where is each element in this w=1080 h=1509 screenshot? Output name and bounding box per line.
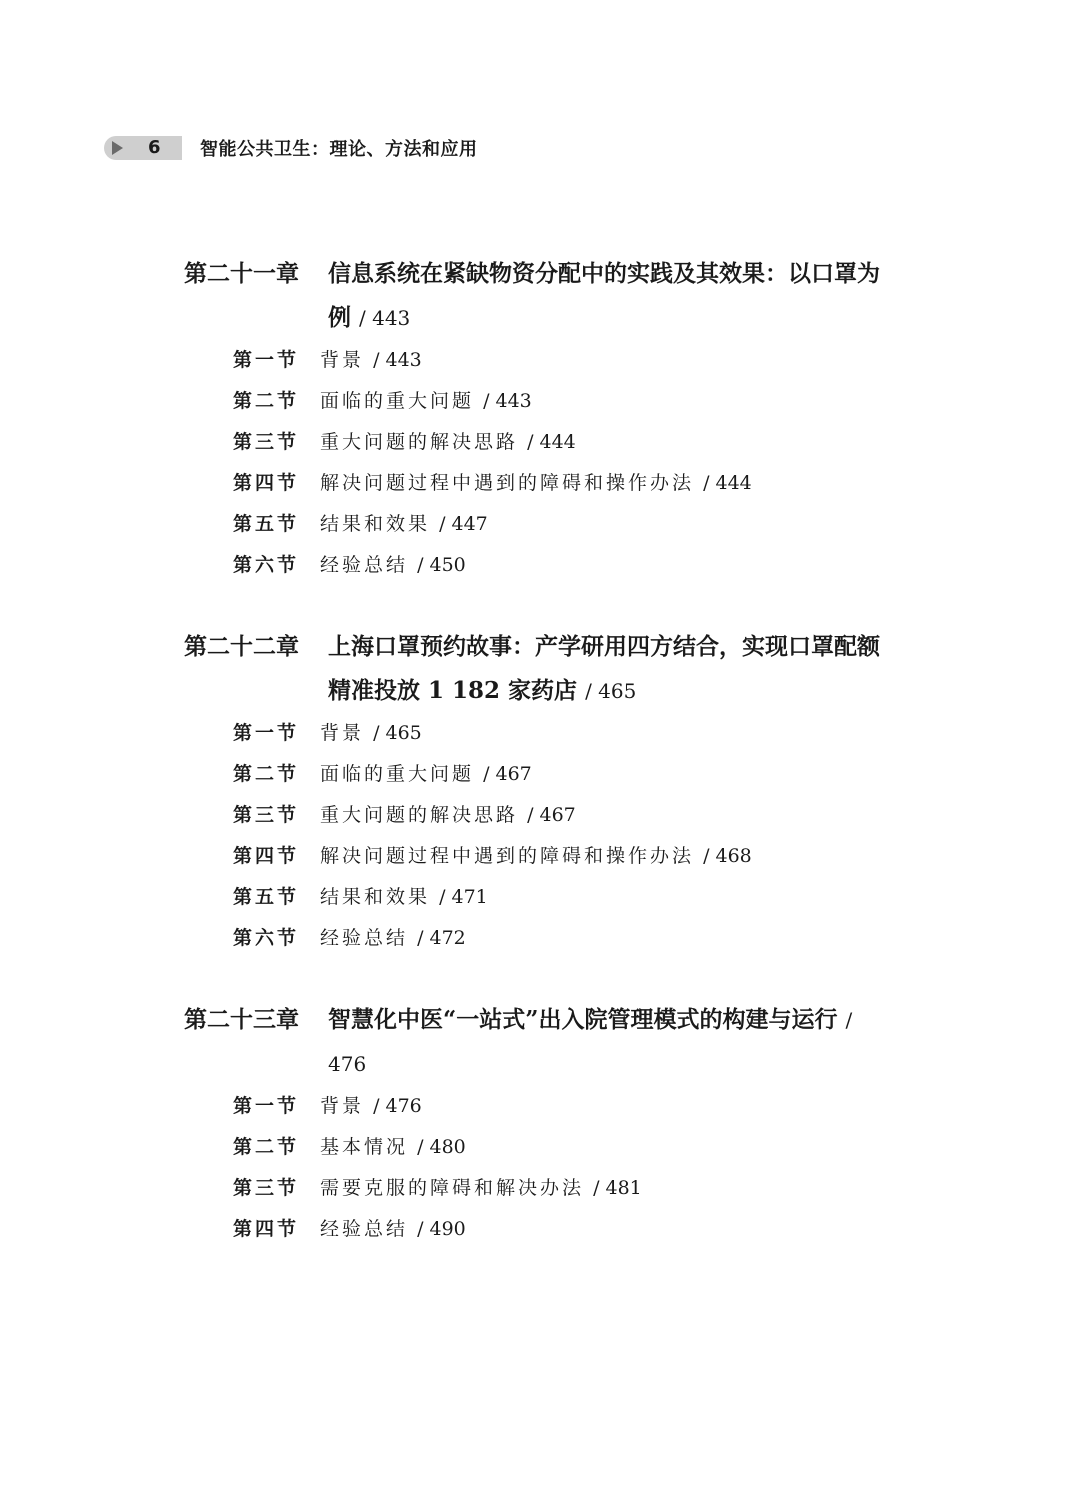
page-number: 6 (148, 137, 161, 158)
toc-entry[interactable] (184, 340, 904, 381)
section-title: 面临的重大问题 / 467 (320, 763, 532, 785)
toc-entry[interactable] (184, 1168, 904, 1209)
section-page: / 472 (417, 927, 466, 949)
chapter-page: / 465 (585, 679, 637, 703)
toc-entry[interactable] (184, 463, 904, 504)
section-page: / 471 (439, 886, 488, 908)
section-page: / 447 (439, 513, 488, 535)
section-title: 重大问题的解决思路 / 444 (320, 431, 576, 453)
section-title: 经验总结 / 490 (320, 1218, 466, 1240)
toc-entry[interactable] (184, 422, 904, 463)
section-label: 第一节 (233, 349, 300, 371)
toc-entry[interactable] (184, 1127, 904, 1168)
toc-entry[interactable] (184, 1086, 904, 1127)
section-title: 需要克服的障碍和解决办法 / 481 (320, 1177, 642, 1199)
section-label: 第四节 (233, 472, 300, 494)
section-title: 基本情况 / 480 (320, 1136, 466, 1158)
chapter-heading[interactable] (184, 625, 904, 713)
section-page: / 465 (373, 722, 422, 744)
section-page: / 476 (373, 1095, 422, 1117)
section-page: / 443 (483, 390, 532, 412)
section-label: 第五节 (233, 886, 300, 908)
chapter-title: 上海口罩预约故事：产学研用四方结合，实现口罩配额精准投放 1 182 家药店 / 465 (328, 633, 880, 704)
section-title: 重大问题的解决思路 / 467 (320, 804, 576, 826)
section-title: 结果和效果 / 447 (320, 513, 488, 535)
section-title: 背景 / 465 (320, 722, 422, 744)
section-page: / 480 (417, 1136, 466, 1158)
chapter-title: 智慧化中医“一站式”出入院管理模式的构建与运行 / 476 (328, 1006, 853, 1076)
section-label: 第一节 (233, 1095, 300, 1117)
section-title: 经验总结 / 450 (320, 554, 466, 576)
section-list (184, 1086, 904, 1250)
section-label: 第三节 (233, 804, 300, 826)
chapter-22 (184, 625, 904, 959)
section-label: 第一节 (233, 722, 300, 744)
section-title: 背景 / 443 (320, 349, 422, 371)
section-label: 第四节 (233, 1218, 300, 1240)
section-label: 第四节 (233, 845, 300, 867)
toc-entry[interactable] (184, 1209, 904, 1250)
section-title: 面临的重大问题 / 443 (320, 390, 532, 412)
section-label: 第二节 (233, 763, 300, 785)
section-label: 第二节 (233, 1136, 300, 1158)
toc-entry[interactable] (184, 918, 904, 959)
section-page: / 490 (417, 1218, 466, 1240)
section-label: 第五节 (233, 513, 300, 535)
toc-entry[interactable] (184, 754, 904, 795)
section-page: / 444 (703, 472, 752, 494)
page-number-tab (104, 136, 182, 160)
chapter-title: 信息系统在紧缺物资分配中的实践及其效果：以口罩为例 / 443 (328, 260, 880, 331)
section-page: / 450 (417, 554, 466, 576)
chapter-label: 第二十三章 (184, 1006, 299, 1033)
section-page: / 481 (593, 1177, 642, 1199)
section-title: 背景 / 476 (320, 1095, 422, 1117)
chapter-label: 第二十一章 (184, 260, 299, 287)
section-list (184, 340, 904, 586)
chapter-21 (184, 252, 904, 586)
section-label: 第六节 (233, 927, 300, 949)
section-label: 第二节 (233, 390, 300, 412)
section-label: 第六节 (233, 554, 300, 576)
chapter-heading[interactable] (184, 252, 904, 340)
toc-entry[interactable] (184, 877, 904, 918)
toc-entry[interactable] (184, 545, 904, 586)
toc-entry[interactable] (184, 795, 904, 836)
section-list (184, 713, 904, 959)
toc-entry[interactable] (184, 713, 904, 754)
section-title: 经验总结 / 472 (320, 927, 466, 949)
section-page: / 467 (527, 804, 576, 826)
toc-entry[interactable] (184, 381, 904, 422)
section-page: / 443 (373, 349, 422, 371)
section-title: 解决问题过程中遇到的障碍和操作办法 / 468 (320, 845, 752, 867)
chapter-page: / 476 (328, 1008, 853, 1076)
chapter-label: 第二十二章 (184, 633, 299, 660)
chapter-page: / 443 (359, 306, 411, 330)
toc-entry[interactable] (184, 504, 904, 545)
running-header (104, 135, 478, 161)
chapter-heading[interactable] (184, 998, 904, 1086)
section-label: 第三节 (233, 431, 300, 453)
toc-entry[interactable] (184, 836, 904, 877)
section-label: 第三节 (233, 1177, 300, 1199)
section-page: / 468 (703, 845, 752, 867)
section-title: 解决问题过程中遇到的障碍和操作办法 / 444 (320, 472, 752, 494)
section-title: 结果和效果 / 471 (320, 886, 488, 908)
play-arrow-icon (112, 141, 123, 155)
section-page: / 444 (527, 431, 576, 453)
chapter-23 (184, 998, 904, 1250)
section-page: / 467 (483, 763, 532, 785)
book-title: 智能公共卫生：理论、方法和应用 (200, 139, 478, 160)
